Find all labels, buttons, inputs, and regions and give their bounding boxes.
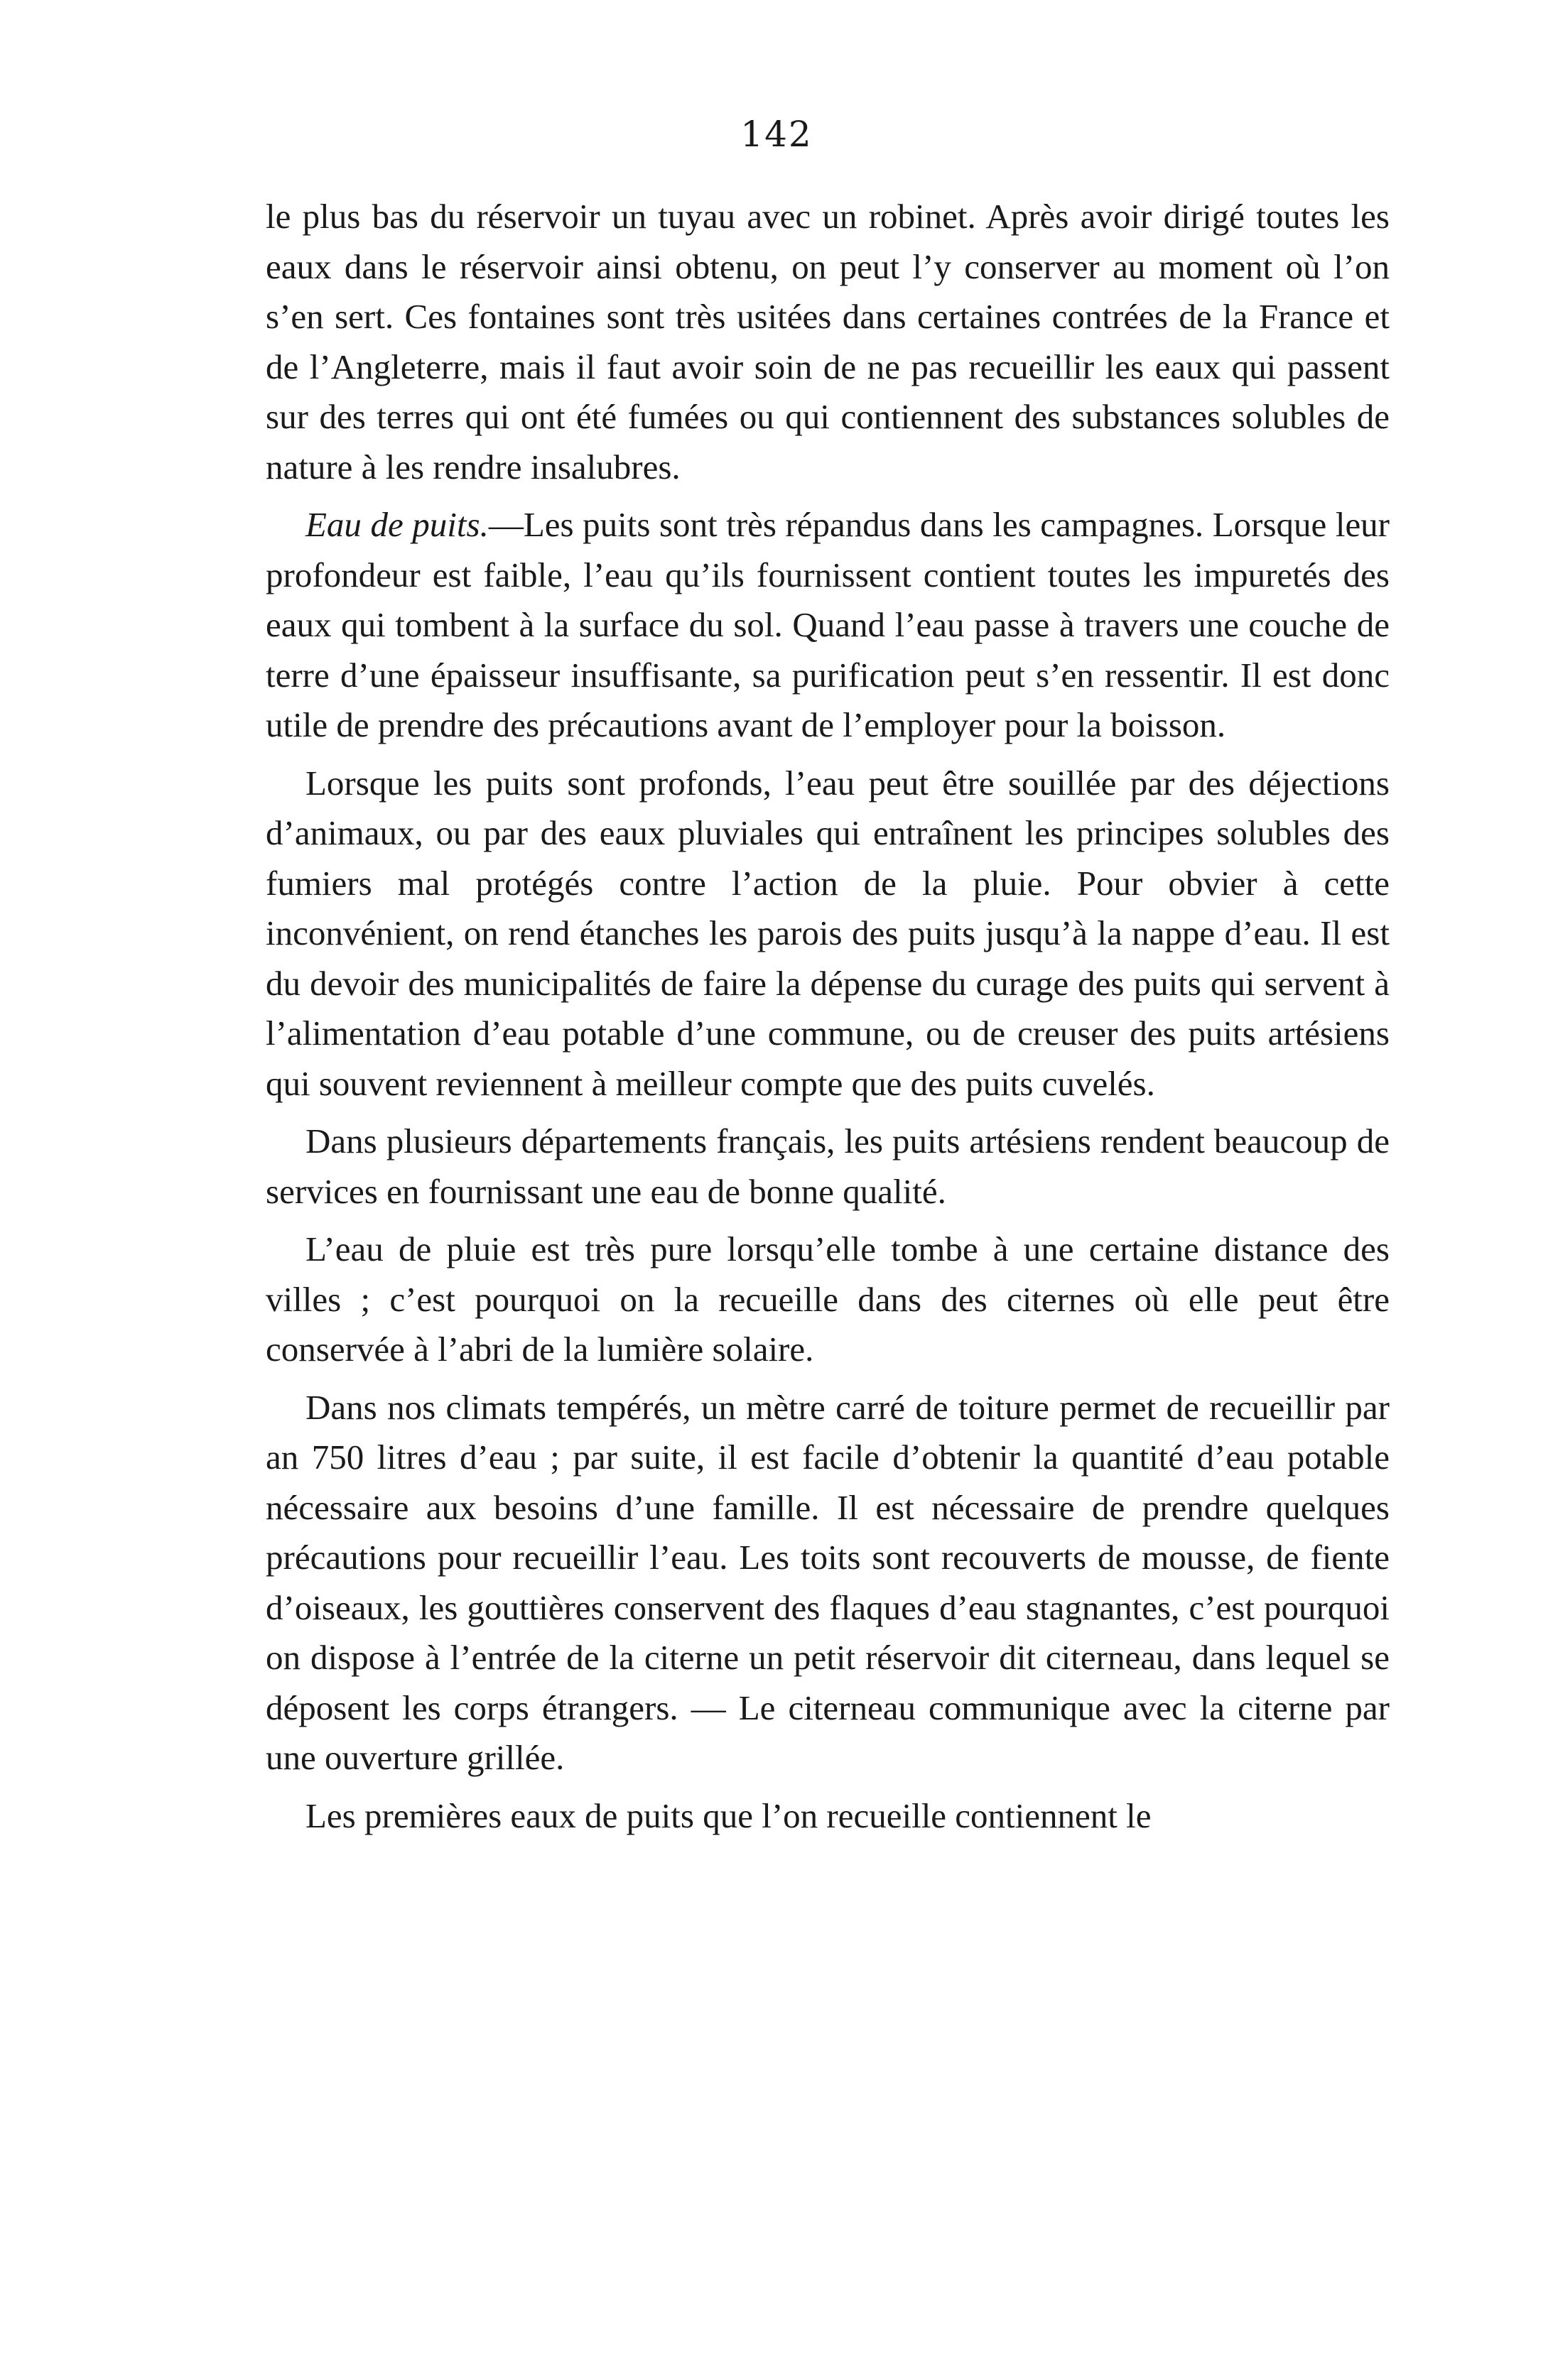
section-heading-eau-de-puits: Eau de puits. — [305, 505, 489, 544]
paragraph-puits-profonds: Lorsque les puits sont profonds, l’eau peut être souillée par des déjections d’animaux, ou par des eaux pluviales qui entraînent les principes solubles des fumiers mal protégés contre l’action de la pluie. Pour obvier à cette inconvénient, on rend étanches les parois des puits jusqu’à la nappe d’eau. Il est du devoir des municipalités de faire la dépense du curage des puits qui servent à l’alimentation d’eau potable d’une commune, ou de creuser des puits artésiens qui souvent reviennent à meilleur compte que des puits cuvelés. — [266, 763, 1390, 1103]
paragraph-eau-de-pluie: L’eau de pluie est très pure lorsqu’elle tombe à une certaine distance des villes ; c’est pourquoi on la recueille dans des citernes où elle peut être conservée à l’abri de la lumière solaire. — [266, 1229, 1390, 1369]
paragraph-climats-temperes: Dans nos climats tempérés, un mètre carré de toiture permet de recueillir par an 750 litres d’eau ; par suite, il est facile d’obtenir la quantité d’eau potable nécessaire aux besoins d’une famille. Il est nécessaire de prendre quelques précautions pour recueillir l’eau. Les toits sont recouverts de mousse, de fiente d’oiseaux, les gouttières conservent des flaques d’eau stagnantes, c’est pourquoi on dispose à l’entrée de la citerne un petit réservoir dit citerneau, dans lequel se déposent les corps étrangers. — Le citerneau communique avec la citerne par une ouverture grillée. — [266, 1387, 1390, 1777]
paragraph-premieres-eaux: Les premières eaux de puits que l’on recueille contiennent le — [305, 1795, 1152, 1835]
page-number: 142 — [740, 114, 813, 155]
body-text — [266, 192, 1390, 1849]
paragraph-reservoir: le plus bas du réservoir un tuyau avec un robinet. Après avoir dirigé toutes les eaux dans le réservoir ainsi obtenu, on peut l’y conserver au moment où l’on s’en sert. Ces fontaines sont très usitées dans certaines contrées de la France et de l’Angleterre, mais il faut avoir soin de ne pas recueillir les eaux qui passent sur des terres qui ont été fumées ou qui contiennent des substances solubles de nature à les rendre insalubres. — [266, 197, 1390, 487]
paragraph-eau-de-puits-text: —Les puits sont très répandus dans les campagnes. Lorsque leur profondeur est faible, l’eau qu’ils fournissent contient toutes les impuretés des eaux qui tombent à la surface du sol. Quand l’eau passe à travers une couche de terre d’une épaisseur insuffisante, sa purification peut s’en ressentir. Il est donc utile de prendre des précautions avant de l’employer pour la boisson. — [266, 505, 1390, 744]
paragraph-eau-de-puits — [266, 500, 1390, 751]
paragraph-puits-artesiens: Dans plusieurs départements français, les puits artésiens rendent beaucoup de services en fournissant une eau de bonne qualité. — [266, 1121, 1390, 1211]
